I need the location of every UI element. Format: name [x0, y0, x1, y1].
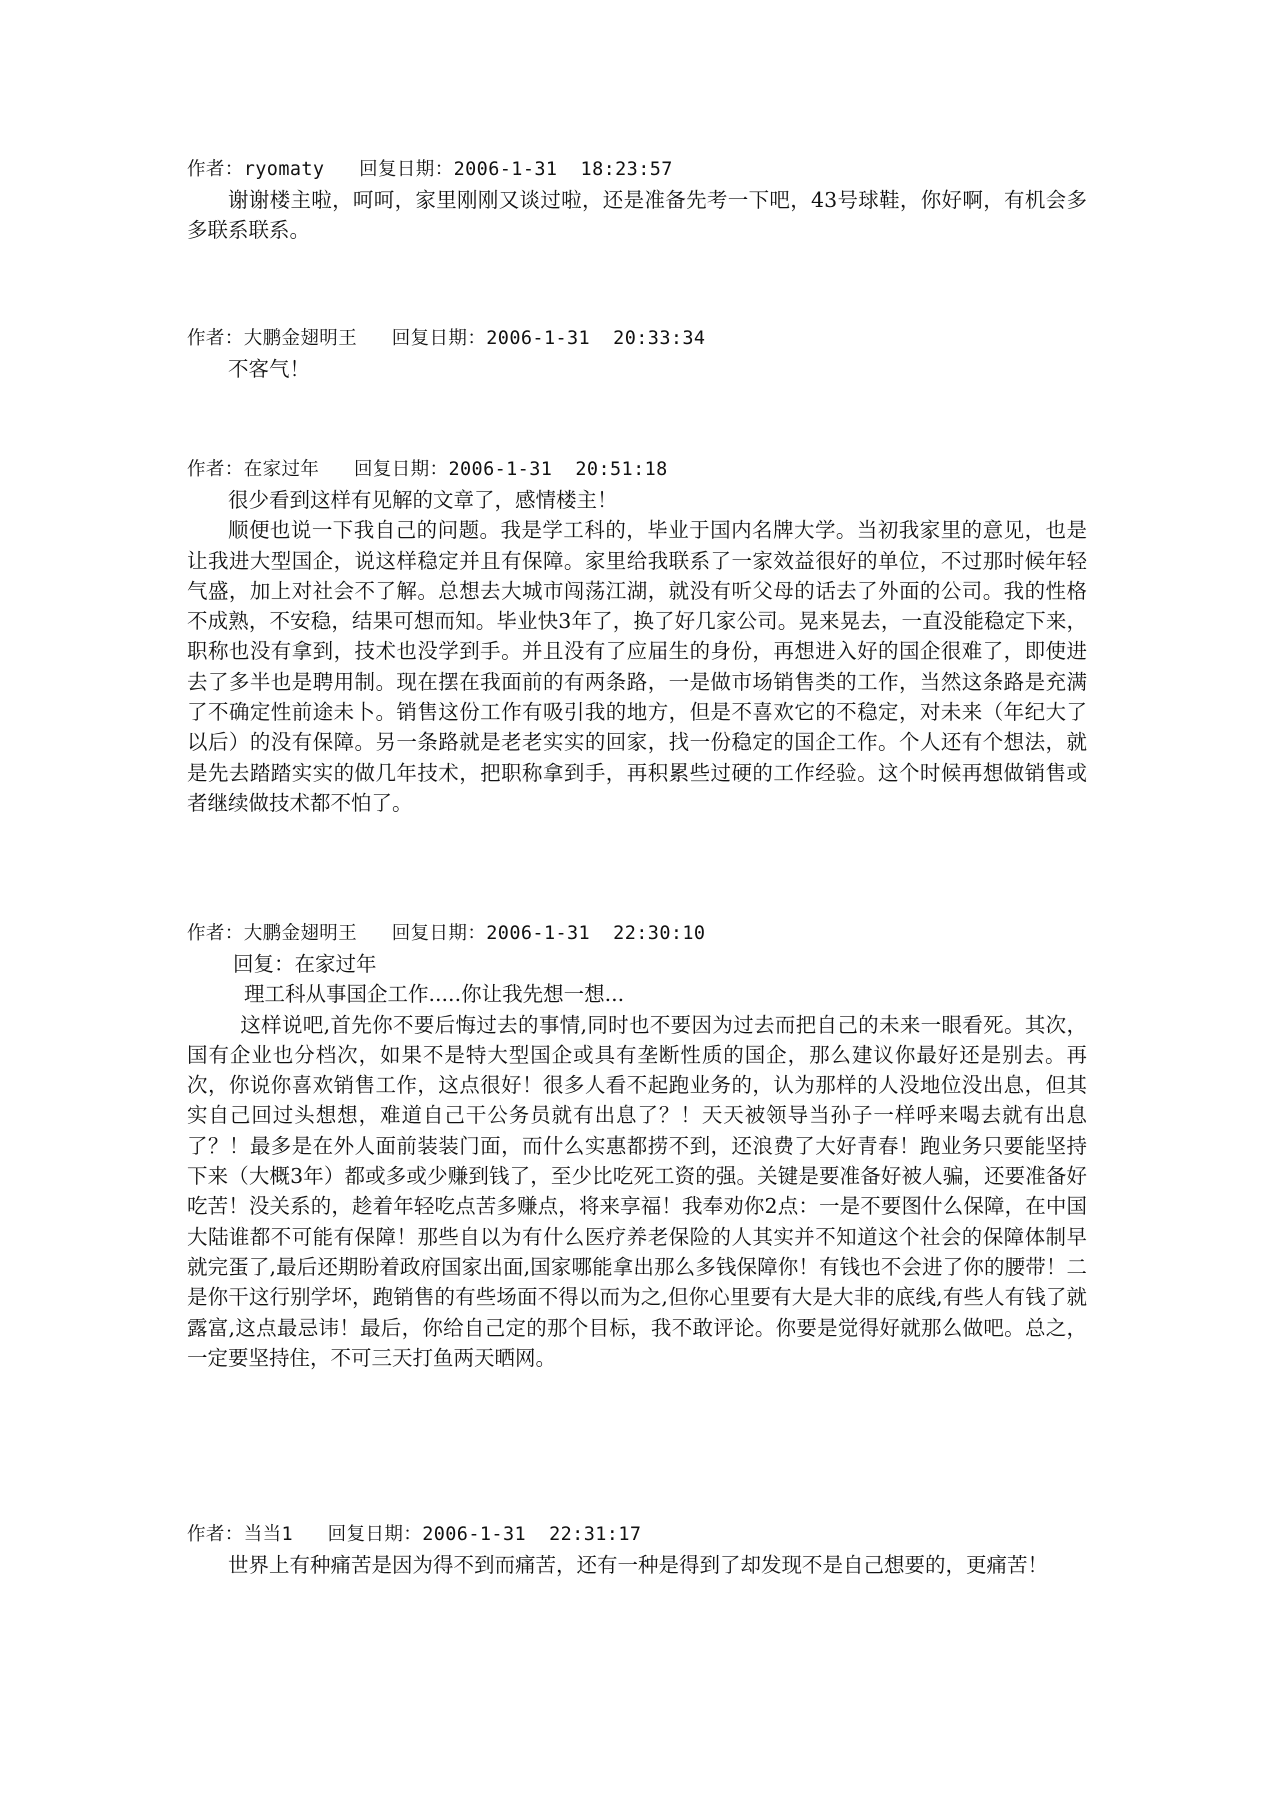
reply-post: [187, 324, 1087, 384]
author-name: 大鹏金翅明王: [243, 923, 358, 944]
date-label: 回复日期：: [359, 159, 454, 180]
post-meta: [187, 919, 1087, 949]
author-label: 作者：: [187, 1524, 244, 1545]
author-name: 在家过年: [243, 459, 320, 480]
date-label: 回复日期：: [391, 328, 487, 349]
post-paragraph: 很少看到这样有见解的文章了，感情楼主！: [228, 488, 618, 512]
reply-post: [187, 919, 1087, 1373]
post-meta: [187, 455, 1087, 485]
author-label: 作者：: [187, 159, 244, 180]
reply-date: 2006-1-31: [448, 459, 553, 480]
author-label: 作者：: [187, 328, 244, 349]
post-paragraph: 世界上有种痛苦是因为得不到而痛苦，还有一种是得到了却发现不是自己想要的，更痛苦！: [228, 1553, 1048, 1577]
reply-post: [187, 455, 1087, 818]
post-paragraph: 不客气！: [228, 357, 310, 381]
reply-time: 18:23:57: [580, 159, 673, 180]
post-paragraph: 谢谢楼主啦，呵呵，家里刚刚又谈过啦，还是准备先考一下吧，43号球鞋，你好啊，有机会多多联系联系。: [187, 188, 1087, 243]
reply-date: 2006-1-31: [486, 923, 591, 944]
post-paragraph: 这样说吧,首先你不要后悔过去的事情,同时也不要因为过去而把自己的未来一眼看死。其次，国有企业也分档次，如果不是特大型国企或具有垄断性质的国企，那么建议你最好还是别去。再次，你说你喜欢销售工作，这点很好！很多人看不起跑业务的，认为那样的人没地位没出息，但其实自己回过头想想，难道自己干公务员就有出息了？！天天被领导当孙子一样呼来喝去就有出息了？！最多是在外人面前装装门面，而什么实惠都捞不到，还浪费了大好青春！跑业务只要能坚持下来（大概3年）都或多或少赚到钱了，至少比吃死工资的强。关键是要准备好被人骗，还要准备好吃苦！没关系的，趁着年轻吃点苦多赚点，将来享福！我奉劝你2点：一是不要图什么保障，在中国大陆谁都不可能有保障！那些自以为有什么医疗养老保险的人其实并不知道这个社会的保障体制早就完蛋了,最后还期盼着政府国家出面,国家哪能拿出那么多钱保障你！有钱也不会进了你的腰带！二是你干这行别学坏，跑销售的有些场面不得以而为之,但你心里要有大是大非的底线,有些人有钱了就露富,这点最忌讳！最后，你给自己定的那个目标，我不敢评论。你要是觉得好就那么做吧。总之，一定要坚持住，不可三天打鱼两天晒网。: [187, 1012, 1087, 1370]
author-label: 作者：: [187, 459, 244, 480]
post-meta: [187, 1520, 1087, 1550]
reply-time: 22:31:17: [549, 1524, 642, 1545]
reply-date: 2006-1-31: [486, 328, 591, 349]
reply-date: 2006-1-31: [453, 159, 558, 180]
post-meta: [187, 155, 1087, 185]
post-paragraph: 顺便也说一下我自己的问题。我是学工科的，毕业于国内名牌大学。当初我家里的意见，也是让我进大型国企，说这样稳定并且有保障。家里给我联系了一家效益很好的单位，不过那时候年轻气盛，加上对社会不了解。总想去大城市闯荡江湖，就没有听父母的话去了外面的公司。我的性格不成熟，不安稳，结果可想而知。毕业快3年了，换了好几家公司。晃来晃去，一直没能稳定下来，职称也没有拿到，技术也没学到手。并且没有了应届生的身份，再想进入好的国企很难了，即使进去了多半也是聘用制。现在摆在我面前的有两条路，一是做市场销售类的工作，当然这条路是充满了不确定性前途未卜。销售这份工作有吸引我的地方，但是不喜欢它的不稳定，对未来（年纪大了以后）的没有保障。另一条路就是老老实实的回家，找一份稳定的国企工作。个人还有个想法，就是先去踏踏实实的做几年技术，把职称拿到手，再积累些过硬的工作经验。这个时候再想做销售或者继续做技术都不怕了。: [187, 518, 1087, 815]
date-label: 回复日期：: [327, 1524, 423, 1545]
author-name: 大鹏金翅明王: [243, 328, 358, 349]
reply-time: 22:30:10: [613, 923, 706, 944]
reply-to-line: 回复：在家过年: [233, 952, 377, 976]
reply-post: [187, 155, 1087, 246]
reply-post: [187, 1520, 1087, 1580]
author-name: ryomaty: [243, 159, 325, 180]
post-meta: [187, 324, 1087, 354]
date-label: 回复日期：: [391, 923, 487, 944]
date-label: 回复日期：: [353, 459, 449, 480]
quoted-line: 理工科从事国企工作.....你让我先想一想...: [244, 982, 625, 1007]
reply-time: 20:33:34: [613, 328, 706, 349]
reply-date: 2006-1-31: [422, 1524, 527, 1545]
author-name: 当当1: [243, 1524, 294, 1545]
author-label: 作者：: [187, 923, 244, 944]
reply-time: 20:51:18: [575, 459, 668, 480]
